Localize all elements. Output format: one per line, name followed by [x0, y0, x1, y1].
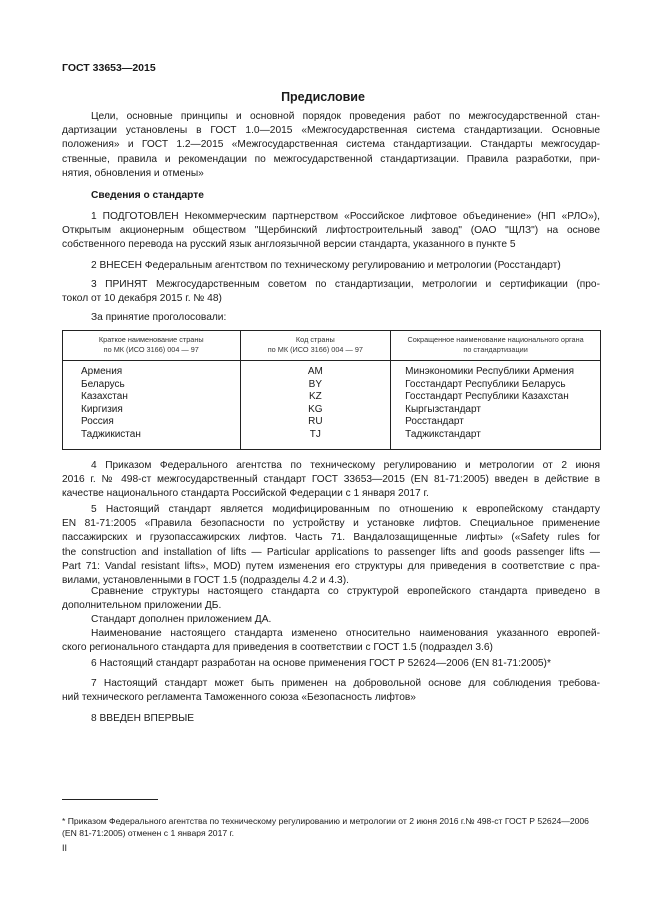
table-cell: Таджикистан — [81, 428, 141, 440]
table-cell: Госстандарт Республики Беларусь — [405, 378, 566, 390]
table-cell: AM — [307, 366, 323, 377]
item-3-adopted — [62, 278, 600, 306]
footnote — [62, 815, 600, 840]
document-code: ГОСТ 33653—2015 — [62, 62, 156, 74]
table-cell: Киргизия — [81, 403, 123, 415]
text-line: пассажирских и грузопассажирских лифтов. Часть 71. Вандалозащищенные лифты» («Safety rules for — [62, 532, 600, 544]
text-line: дополнительном приложении ДБ. — [62, 600, 222, 612]
text-line: токол от 10 декабря 2015 г. № 48) — [62, 293, 222, 305]
text-line: Цели, основные принципы и основной порядок проведения работ по межгосударственной стан- — [91, 111, 600, 122]
text-line: 6 Настоящий стандарт разработан на основе применения ГОСТ Р 52624—2006 (EN 81-71:2005)* — [91, 658, 551, 669]
table-cell: Росстандарт — [405, 416, 464, 428]
item-5-modification — [62, 503, 600, 588]
item-8-introduced — [62, 712, 600, 726]
page-number: II — [62, 843, 68, 853]
text-line: ственные, правила и рекомендации по межгосударственной стандартизации. Правила разработки, при- — [62, 153, 600, 165]
text-line: ского регионального стандарта для приведения в соответствии с ГОСТ 1.5 (подраздел 3.6) — [62, 642, 493, 654]
item-4-order — [62, 459, 600, 502]
table-row — [63, 361, 601, 450]
text-line: 2016 г. № 498-ст межгосударственный стандарт ГОСТ 33653—2015 (EN 81-71:2005) введен в действие в — [62, 474, 600, 486]
text-line: 3 ПРИНЯТ Межгосударственным советом по стандартизации, метрологии и сертификации (про- — [91, 279, 600, 290]
item-6-basis — [62, 657, 600, 671]
table-cell: RU — [308, 416, 323, 428]
table-cell: Беларусь — [81, 378, 125, 390]
text-line: дартизации установлены в ГОСТ 1.0—2015 «Межгосударственная система стандартизации. Основные — [62, 125, 600, 137]
item-1-prepared — [62, 210, 600, 253]
table-cell: Казахстан — [81, 391, 128, 403]
text-line: качестве национального стандарта Российской Федерации с 1 января 2017 г. — [62, 488, 429, 500]
text-line: 4 Приказом Федерального агентства по техническому регулированию и метрологии от 2 июня — [91, 460, 600, 471]
text-line: 1 ПОДГОТОВЛЕН Некоммерческим партнерством «Российское лифтовое объединение» (НП «РЛО»), — [91, 211, 600, 222]
country-list — [63, 361, 241, 450]
text-line: нятия, обновления и отмены» — [62, 167, 204, 179]
text-line: ний технического регламента Таможенного союза «Безопасность лифтов» — [62, 692, 416, 704]
text-line: положения» и ГОСТ 1.2—2015 «Межгосударственная система стандартизации. Стандарты межгосудар- — [62, 139, 600, 151]
table-cell: Минэкономики Республики Армения — [405, 366, 574, 377]
text-line: EN 81-71:2005 «Правила безопасности по устройству и установке лифтов. Специальное применение — [62, 518, 600, 530]
text-line: № 498-ст ГОСТ Р 52624—2006 (EN 81-71:2005) отменен с 1 января 2017 г. — [62, 816, 589, 839]
table-cell: TJ — [309, 428, 321, 440]
item-2-submitted — [62, 259, 600, 273]
table-cell: Армения — [81, 366, 123, 377]
section-heading: Сведения о стандарте — [91, 190, 204, 201]
table-cell: Таджикстандарт — [405, 428, 481, 440]
text-line: Наименование настоящего стандарта изменено относительно наименования указанного европей- — [91, 628, 600, 639]
item-5-comparison — [62, 585, 600, 613]
body-list — [391, 361, 601, 450]
text-line: the construction and installation of lifts — Particular applications to passenger lifts and goods passenger lifts — — [62, 546, 600, 558]
table-cell: Госстандарт Республики Казахстан — [405, 391, 569, 403]
item-7-voluntary — [62, 677, 600, 705]
text-line: 7 Настоящий стандарт может быть применен на добровольной основе для соблюдения требова- — [91, 678, 600, 689]
item-5-name-change — [62, 627, 600, 655]
table-cell: Россия — [81, 416, 114, 428]
table-cell: BY — [308, 378, 323, 390]
text-line: вилами, установленными в ГОСТ 1.5 (подразделы 4.2 и 4.3). — [62, 575, 349, 587]
text-line: Сравнение структуры настоящего стандарта со структурой европейского стандарта приведено в — [91, 586, 600, 597]
intro-paragraph — [62, 110, 600, 181]
page-title: Предисловие — [281, 90, 365, 104]
text-line: 8 ВВЕДЕН ВПЕРВЫЕ — [91, 713, 195, 724]
item-5-annex — [62, 613, 600, 627]
code-list — [240, 361, 391, 450]
text-line: * Приказом Федерального агентства по техническому регулированию и метрологии от 2 июня 2016 г. — [62, 816, 466, 826]
text-line: Part 71: Vandal resistant lifts», MOD) путем изменения его структуры для приведения в соответствие с пра- — [62, 560, 600, 572]
text-line: 5 Настоящий стандарт является модифицированным по отношению к европейскому стандарту — [91, 504, 600, 515]
table-cell: KZ — [308, 391, 322, 403]
text-line: Стандарт дополнен приложением ДА. — [91, 614, 272, 625]
text-line: собственного перевода на русский язык англоязычной версии стандарта, указанного в пункте 5 — [62, 239, 516, 251]
table-cell: KG — [308, 403, 323, 415]
header-country: Краткое наименование страны по МК (ИСО 3166) 004 — 97 — [63, 331, 241, 361]
voting-table — [62, 330, 601, 450]
header-body: Сокращенное наименование национального органа по стандартизации — [391, 331, 601, 361]
text-line: 2 ВНЕСЕН Федеральным агентством по техническому регулированию и метрологии (Росстандарт) — [91, 260, 561, 271]
header-code: Код страны по МК (ИСО 3166) 004 — 97 — [240, 331, 391, 361]
vote-intro: За принятие проголосовали: — [91, 312, 227, 323]
text-line: Открытым акционерным обществом "Щербинский лифтостроительный завод" (ОАО "ЩЛЗ") на основе — [62, 225, 600, 237]
table-cell: Кыргызстандарт — [405, 403, 481, 415]
footnote-divider — [62, 799, 158, 800]
